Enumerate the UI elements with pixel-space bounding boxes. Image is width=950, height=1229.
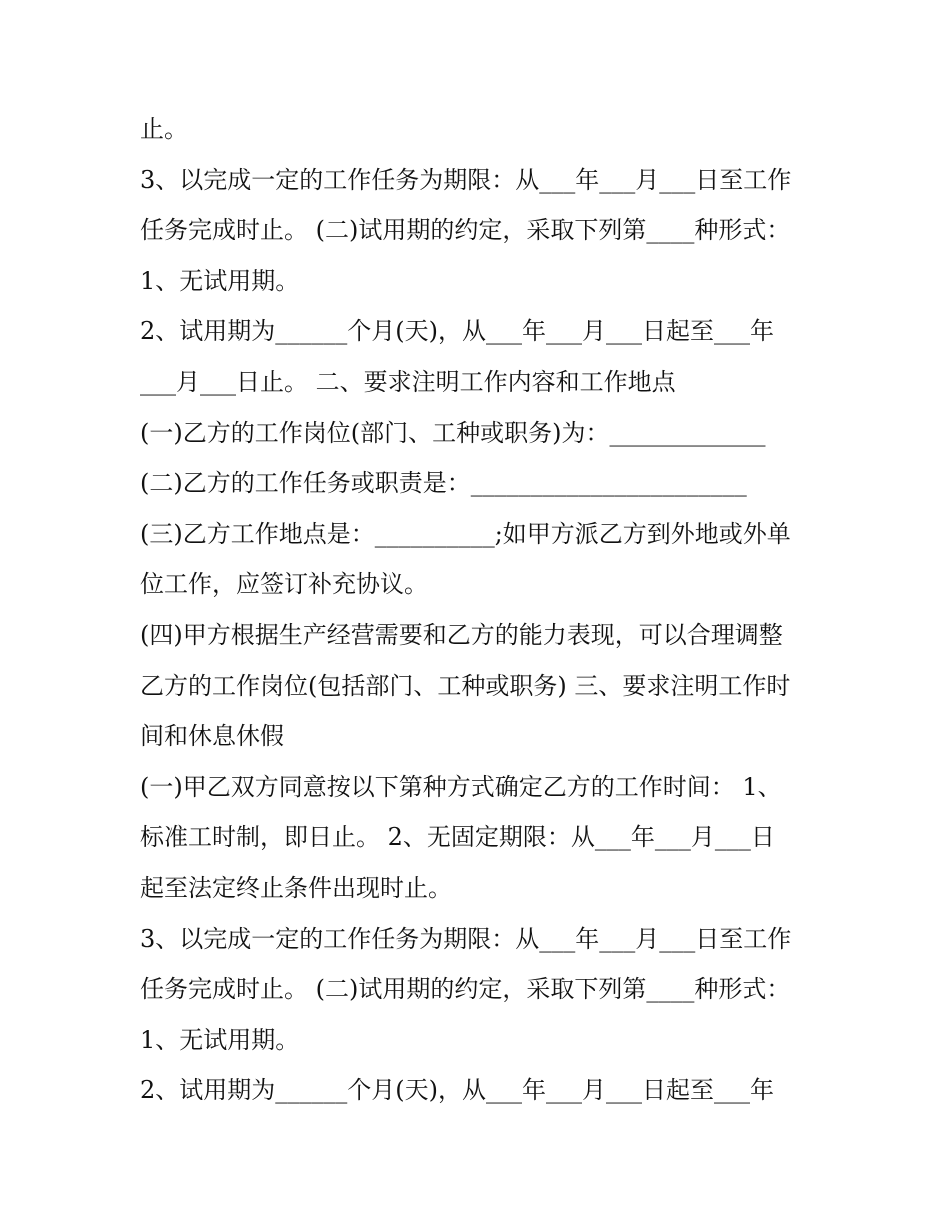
text-line: 止。 [140, 115, 188, 143]
text-line: 起至法定终止条件出现时止。 [140, 873, 452, 902]
text-line: ___月___日止。 二、要求注明工作内容和工作地点 [140, 367, 676, 396]
text-line: (四)甲方根据生产经营需要和乙方的能力表现，可以合理调整 [140, 620, 783, 649]
text-line: 3、以完成一定的工作任务为期限：从___年___月___日至工作 [140, 924, 792, 953]
text-line: 任务完成时止。 (二)试用期的约定，采取下列第____种形式： [140, 216, 791, 245]
text-line: (二)乙方的工作任务或职责是：_______________________ [140, 469, 747, 498]
text-line: 2、试用期为______个月(天)，从___年___月___日起至___年 [140, 1076, 774, 1105]
text-line: (三)乙方工作地点是：__________;如甲方派乙方到外地或外单 [140, 519, 791, 548]
text-line: 3、以完成一定的工作任务为期限：从___年___月___日至工作 [140, 165, 792, 194]
text-line: 1、无试用期。 [140, 266, 300, 295]
text-line: 标准工时制，即日止。 2、无固定期限：从___年___月___日 [140, 823, 775, 852]
text-line: 1、无试用期。 [140, 1025, 300, 1054]
document-body [140, 104, 830, 1116]
text-line: 乙方的工作岗位(包括部门、工种或职务) 三、要求注明工作时 [140, 671, 791, 700]
text-line: 2、试用期为______个月(天)，从___年___月___日起至___年 [140, 317, 774, 346]
text-line: 任务完成时止。 (二)试用期的约定，采取下列第____种形式： [140, 975, 791, 1004]
text-line: 位工作，应签订补充协议。 [140, 570, 428, 599]
text-line: (一)乙方的工作岗位(部门、工种或职务)为：_____________ [140, 418, 766, 447]
text-line: 间和休息休假 [140, 722, 284, 751]
text-line: (一)甲乙双方同意按以下第种方式确定乙方的工作时间： 1、 [140, 772, 782, 801]
